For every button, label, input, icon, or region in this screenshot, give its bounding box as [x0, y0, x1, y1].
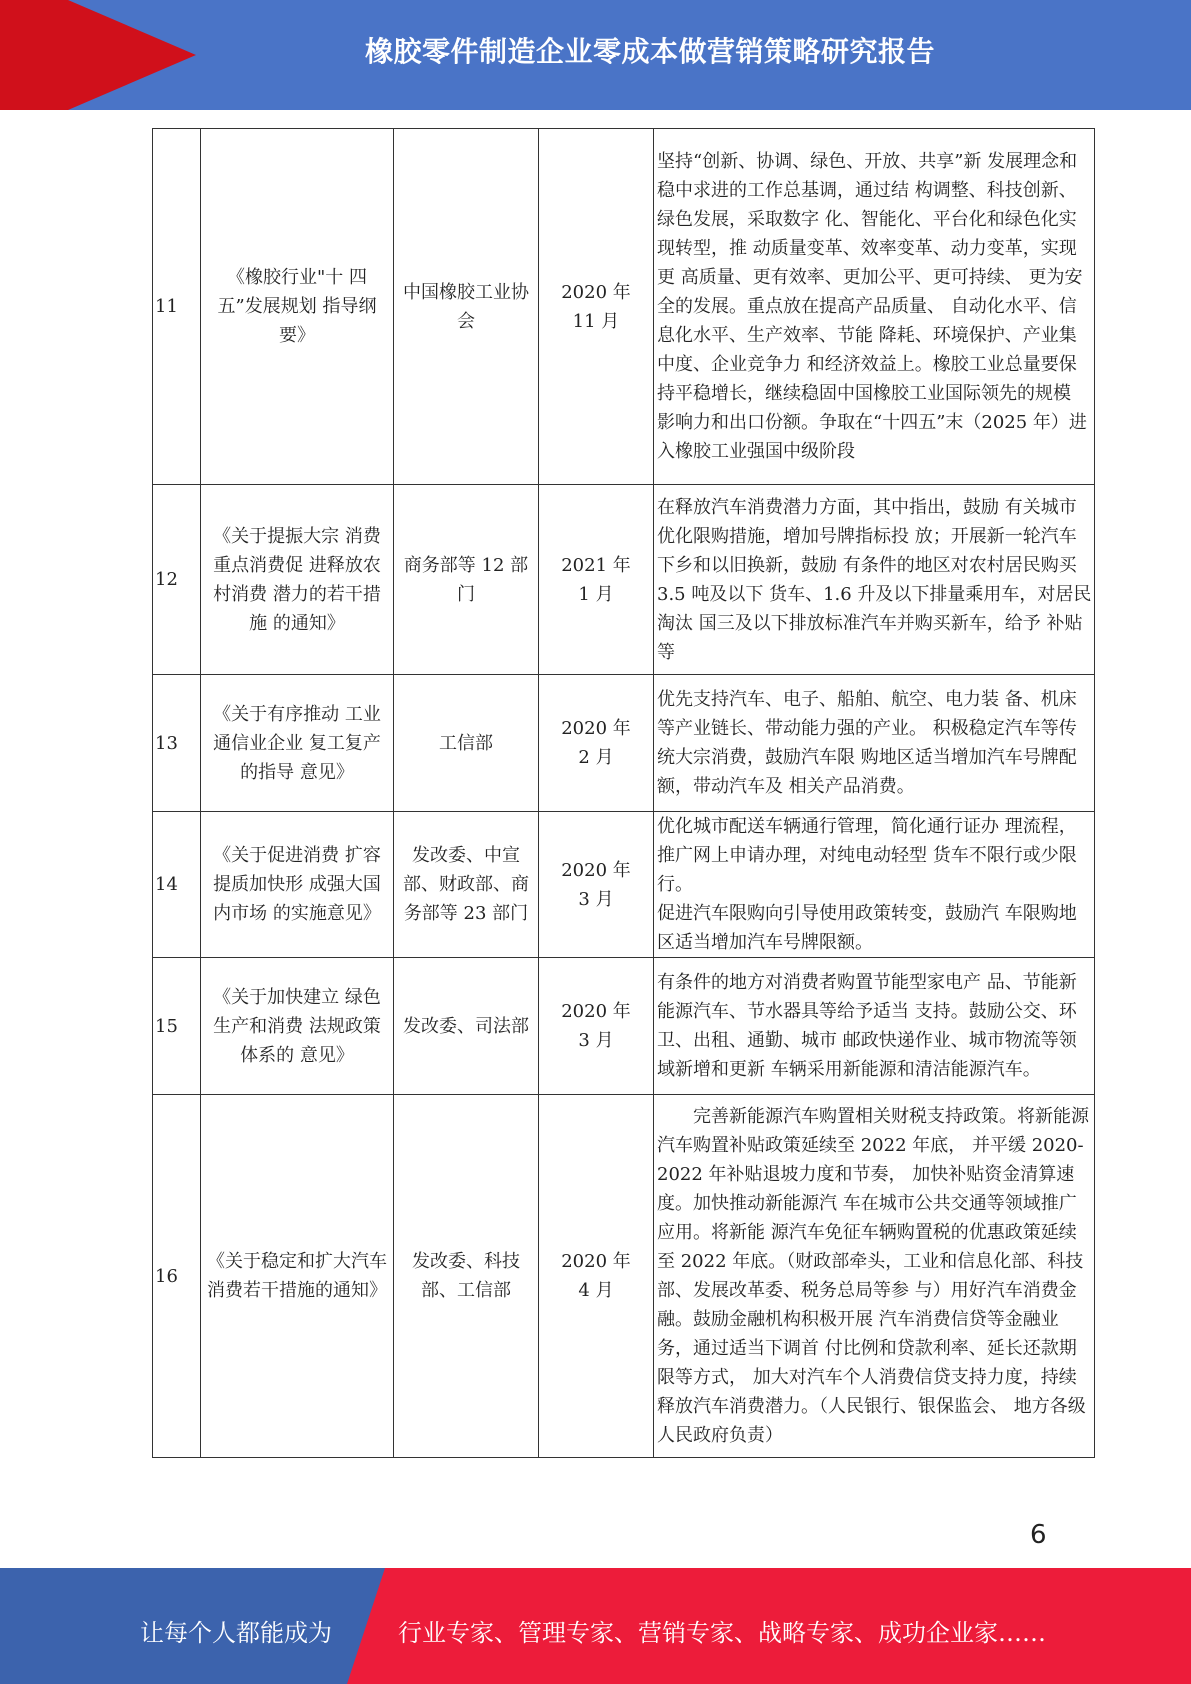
policy-content: 坚持“创新、协调、绿色、开放、共享”新 发展理念和稳中求进的工作总基调，通过结 构调整、科技创新、绿色发展，采取数字 化、智能化、平台化和绿色化实现转型，推 动质量变革、效率变革、动力变革，实现更 高质量、更有效率、更加公平、更可持续、 更为安全的发展。重点放在提高产品质量、 自动化水平、信息化水平、生产效率、节能 降耗、环境保护、产业集中度、企业竞争力 和经济效益上。橡胶工业总量要保持平稳增长，继续稳固中国橡胶工业国际领先的规模 影响力和出口份额。争取在“十四五”末（2025 年）进入橡胶工业强国中级阶段	[654, 129, 1095, 485]
policy-issuer: 商务部等 12 部门	[394, 485, 539, 675]
table-row	[153, 675, 1095, 812]
page-footer	[0, 1568, 1191, 1684]
table-row	[153, 485, 1095, 675]
date-year: 2020 年	[561, 281, 631, 303]
policy-date	[539, 485, 654, 675]
policy-content: 优先支持汽车、电子、船舶、航空、电力装 备、机床等产业链长、带动能力强的产业。 积极稳定汽车等传统大宗消费，鼓励汽车限 购地区适当增加汽车号牌配额，带动汽车及 相关产品消费。	[654, 675, 1095, 812]
table-row	[153, 812, 1095, 958]
date-month: 4 月	[578, 1280, 614, 1301]
page-header	[0, 0, 1191, 110]
policy-content: 有条件的地方对消费者购置节能型家电产 品、节能新能源汽车、节水器具等给予适当 支持。鼓励公交、环卫、出租、通勤、城市 邮政快递作业、城市物流等领域新增和更新 车辆采用新能源和清洁能源汽车。	[654, 958, 1095, 1095]
policy-table	[152, 128, 1095, 1458]
policy-name: 《关于促进消费 扩容提质加快形 成强大国内市场 的实施意见》	[201, 812, 394, 958]
footer-blue-slant	[347, 1568, 385, 1684]
policy-issuer: 发改委、科技部、工信部	[394, 1095, 539, 1458]
footer-slogan-left: 让每个人都能成为	[140, 1619, 332, 1647]
table-row	[153, 129, 1095, 485]
row-number: 12	[153, 485, 201, 675]
date-month: 3 月	[578, 888, 614, 910]
date-month: 1 月	[578, 583, 614, 605]
page-number: 6	[1030, 1520, 1047, 1550]
date-year: 2020 年	[561, 1001, 631, 1022]
policy-date	[539, 1095, 654, 1458]
date-month: 2 月	[578, 747, 614, 768]
policy-content: 完善新能源汽车购置相关财税支持政策。将新能源汽车购置补贴政策延续至 2022 年底， 并平缓 2020-2022 年补贴退坡力度和节奏， 加快补贴资金清算速度。加快推动新能源汽 车在城市公共交通等领域推广应用。将新能 源汽车免征车辆购置税的优惠政策延续至 2022 年底。（财政部牵头，工业和信息化部、科技部、发展改革委、税务总局等参 与）用好汽车消费金融。鼓励金融机构积极开展 汽车消费信贷等金融业务，通过适当下调首 付比例和贷款利率、延长还款期限等方式， 加大对汽车个人消费信贷支持力度，持续释放汽车消费潜力。（人民银行、银保监会、 地方各级人民政府负责）	[654, 1095, 1095, 1458]
date-month: 3 月	[578, 1030, 614, 1051]
date-year: 2021 年	[561, 554, 631, 576]
policy-name: 《关于有序推动 工业通信业企业 复工复产的指导 意见》	[201, 675, 394, 812]
date-year: 2020 年	[561, 1251, 631, 1272]
policy-issuer: 中国橡胶工业协会	[394, 129, 539, 485]
policy-name: 《关于加快建立 绿色生产和消费 法规政策体系的 意见》	[201, 958, 394, 1095]
policy-name: 《橡胶行业"十 四五”发展规划 指导纲要》	[201, 129, 394, 485]
report-title: 橡胶零件制造企业零成本做营销策略研究报告	[364, 35, 935, 68]
header-red-block	[0, 0, 68, 110]
row-number: 13	[153, 675, 201, 812]
policy-date	[539, 675, 654, 812]
policy-issuer: 发改委、中宣部、财政部、商务部等 23 部门	[394, 812, 539, 958]
date-year: 2020 年	[561, 718, 631, 739]
table-row	[153, 1095, 1095, 1458]
row-number: 11	[153, 129, 201, 485]
policy-issuer: 工信部	[394, 675, 539, 812]
policy-content: 在释放汽车消费潜力方面，其中指出，鼓励 有关城市优化限购措施，增加号牌指标投 放；开展新一轮汽车下乡和以旧换新，鼓励 有条件的地区对农村居民购买 3.5 吨及以下 货车、1.6 升及以下排量乘用车，对居民淘汰 国三及以下排放标准汽车并购买新车，给予 补贴等	[654, 485, 1095, 675]
footer-slogan-right: 行业专家、管理专家、营销专家、战略专家、成功企业家……	[398, 1619, 1046, 1647]
row-number: 15	[153, 958, 201, 1095]
policy-content	[654, 812, 1095, 958]
policy-name: 《关于稳定和扩大汽车消费若干措施的通知》	[201, 1095, 394, 1458]
header-arrow-icon	[68, 0, 196, 110]
policy-date	[539, 812, 654, 958]
policy-date	[539, 129, 654, 485]
policy-date	[539, 958, 654, 1095]
date-year: 2020 年	[561, 859, 631, 881]
row-number: 16	[153, 1095, 201, 1458]
table-row	[153, 958, 1095, 1095]
row-number: 14	[153, 812, 201, 958]
policy-issuer: 发改委、司法部	[394, 958, 539, 1095]
date-month: 11 月	[572, 310, 620, 332]
policy-name: 《关于提振大宗 消费重点消费促 进释放农村消费 潜力的若干措施 的通知》	[201, 485, 394, 675]
policy-content-paragraph: 优化城市配送车辆通行管理，简化通行证办 理流程，推广网上申请办理，对纯电动轻型 货车不限行或少限行。	[657, 816, 1077, 895]
policy-content-paragraph: 促进汽车限购向引导使用政策转变，鼓励汽 车限购地区适当增加汽车号牌限额。	[657, 903, 1077, 953]
